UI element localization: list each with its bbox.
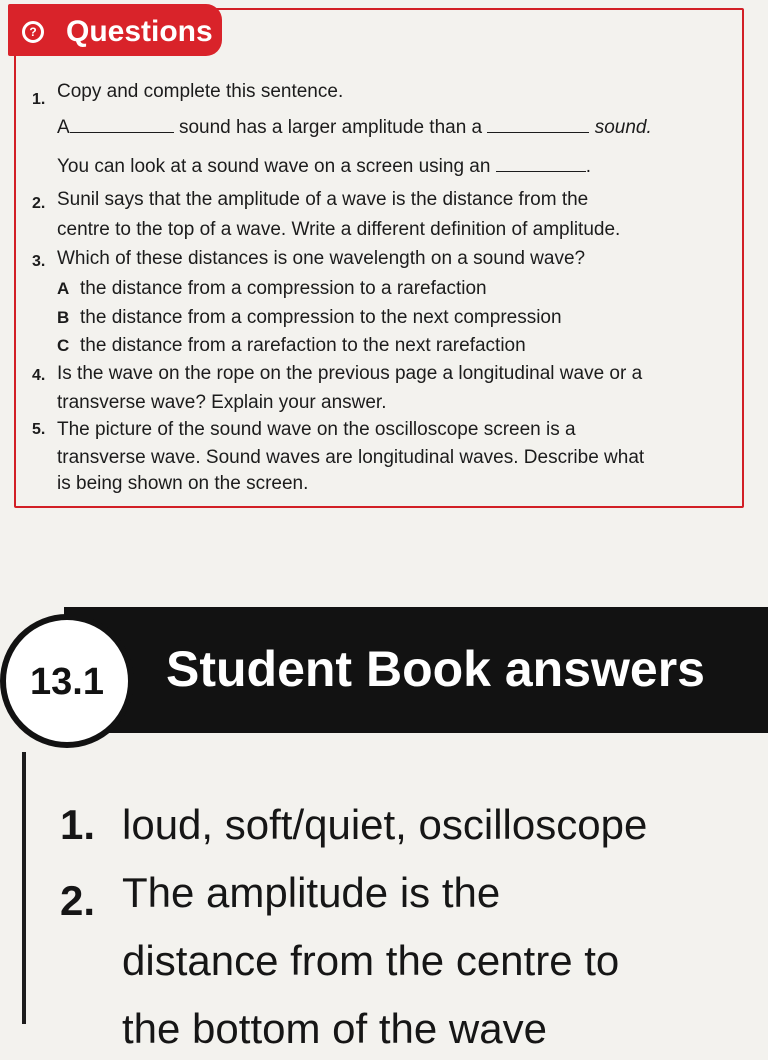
answers-heading: Student Book answers (166, 641, 705, 697)
q3-text: Which of these distances is one wavelength on a sound wave? (57, 248, 586, 269)
answer-1-line1: loud, soft/quiet, oscilloscope (122, 801, 648, 848)
q5-line1: The picture of the sound wave on the oscilloscope screen is a (57, 419, 576, 440)
blank-3 (496, 157, 586, 172)
q4-number: 4. (32, 367, 46, 384)
answer-2-line1: The amplitude is the (122, 869, 501, 916)
q2-line1: Sunil says that the amplitude of a wave is the distance from the (57, 189, 589, 210)
q3-option-b-text: the distance from a compression to the next compression (80, 307, 562, 328)
q1-line2-a: A (57, 117, 70, 138)
questions-title: Questions (66, 15, 213, 48)
q1-line2-b: sound has a larger amplitude than a (178, 117, 483, 138)
q3-option-a-text: the distance from a compression to a rarefaction (80, 278, 487, 299)
q4-line2: transverse wave? Explain your answer. (57, 392, 387, 413)
answer-2-line3: the bottom of the wave (122, 1005, 547, 1052)
q3-option-b-letter: B (57, 308, 70, 327)
q5-number: 5. (32, 421, 46, 438)
q4-line1: Is the wave on the rope on the previous page a longitudinal wave or a (57, 363, 643, 384)
q3-number: 3. (32, 253, 46, 270)
q3-option-c-letter: C (57, 336, 70, 355)
blank-1 (70, 118, 174, 133)
q2-line2: centre to the top of a wave. Write a different definition of amplitude. (57, 219, 621, 240)
q1-line2 (57, 116, 652, 140)
q1-line3 (57, 155, 591, 179)
q1-line3-a: You can look at a sound wave on a screen using an (57, 156, 491, 177)
q2-number: 2. (32, 195, 46, 212)
question-mark-glyph: ? (29, 25, 37, 39)
question-mark-icon (22, 21, 44, 43)
q1-line3-end: . (585, 156, 591, 177)
q3-option-a-letter: A (57, 279, 70, 298)
answer-2-line2: distance from the centre to (122, 937, 620, 984)
blank-2 (487, 118, 589, 133)
section-number: 13.1 (30, 661, 104, 703)
answer-2-number: 2. (60, 877, 96, 924)
q3-option-c-text: the distance from a rarefaction to the next rarefaction (80, 335, 526, 356)
q1-number: 1. (32, 91, 46, 108)
q5-line2: transverse wave. Sound waves are longitudinal waves. Describe what (57, 447, 645, 468)
answer-1-number: 1. (60, 801, 96, 848)
questions-tab (8, 4, 222, 56)
q5-line3: is being shown on the screen. (57, 473, 309, 494)
q1-text: Copy and complete this sentence. (57, 81, 344, 102)
q1-line2-c: sound. (594, 117, 652, 138)
answers-margin-rule (22, 752, 26, 1024)
section-badge (0, 614, 134, 748)
